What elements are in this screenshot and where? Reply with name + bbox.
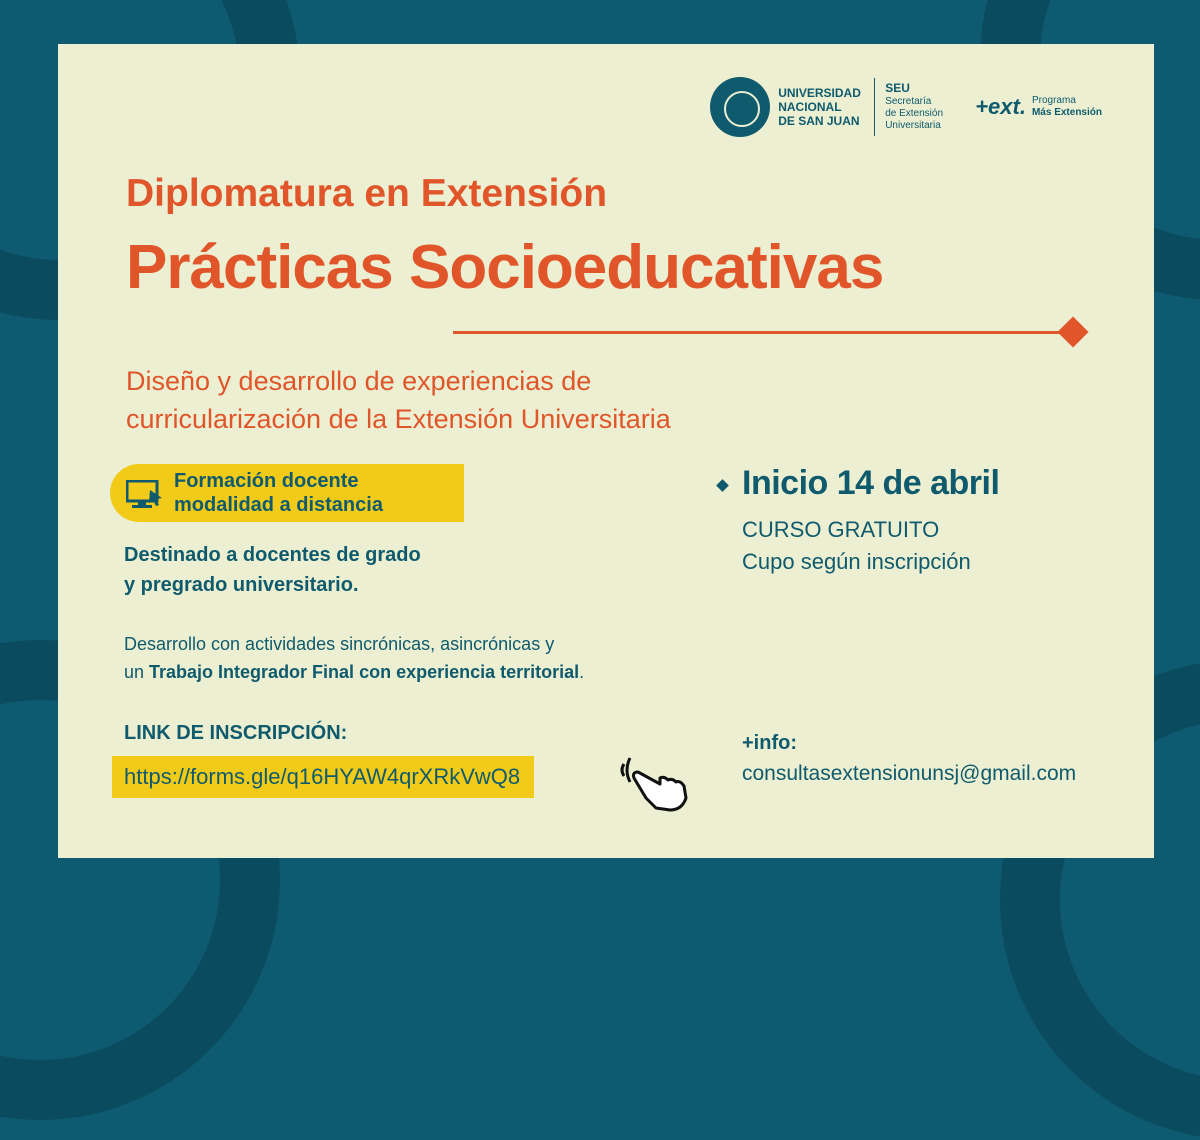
monitor-cursor-icon bbox=[126, 480, 164, 510]
contact-email[interactable]: consultasextensionunsj@gmail.com bbox=[742, 762, 1077, 785]
logo-divider bbox=[874, 78, 875, 136]
flyer-card bbox=[58, 44, 1154, 858]
bullet-diamond-icon bbox=[716, 479, 729, 492]
audience-text: Destinado a docentes de grado y pregrado universitario. bbox=[124, 544, 421, 596]
modality-text: Formación docente modalidad a distancia bbox=[174, 470, 383, 516]
registration-link[interactable]: https://forms.gle/q16HYAW4qrXRkVwQ8 bbox=[112, 756, 534, 798]
logo-row bbox=[710, 72, 1102, 142]
university-seal-icon bbox=[710, 77, 770, 137]
start-date: Inicio 14 de abril bbox=[742, 464, 1000, 502]
title-line-1: Diplomatura en Extensión bbox=[126, 172, 608, 215]
programa-label: Programa Más Extensión bbox=[1031, 95, 1102, 118]
info-label: +info: bbox=[742, 732, 797, 754]
course-details: CURSO GRATUITO Cupo según inscripción bbox=[742, 517, 971, 574]
seu-label: SEU Secretaría de Extensión Universitaria bbox=[885, 81, 944, 131]
description-text: Desarrollo con actividades sincrónicas, asincrónicas y un Trabajo Integrador Final con experiencia territorial. bbox=[124, 634, 585, 682]
modality-badge bbox=[110, 464, 464, 522]
title-underline bbox=[453, 331, 1073, 334]
university-name: UNIVERSIDAD NACIONAL DE SAN JUAN bbox=[778, 86, 861, 128]
subtitle: Diseño y desarrollo de experiencias de curricularización de la Extensión Universitaria bbox=[126, 366, 671, 434]
title-line-2: Prácticas Socioeducativas bbox=[126, 233, 884, 302]
ext-logo: +ext. bbox=[975, 94, 1026, 119]
registration-label: LINK DE INSCRIPCIÓN: bbox=[124, 722, 348, 744]
diamond-ornament-icon bbox=[1057, 316, 1088, 347]
hand-pointer-click-icon bbox=[616, 750, 696, 814]
